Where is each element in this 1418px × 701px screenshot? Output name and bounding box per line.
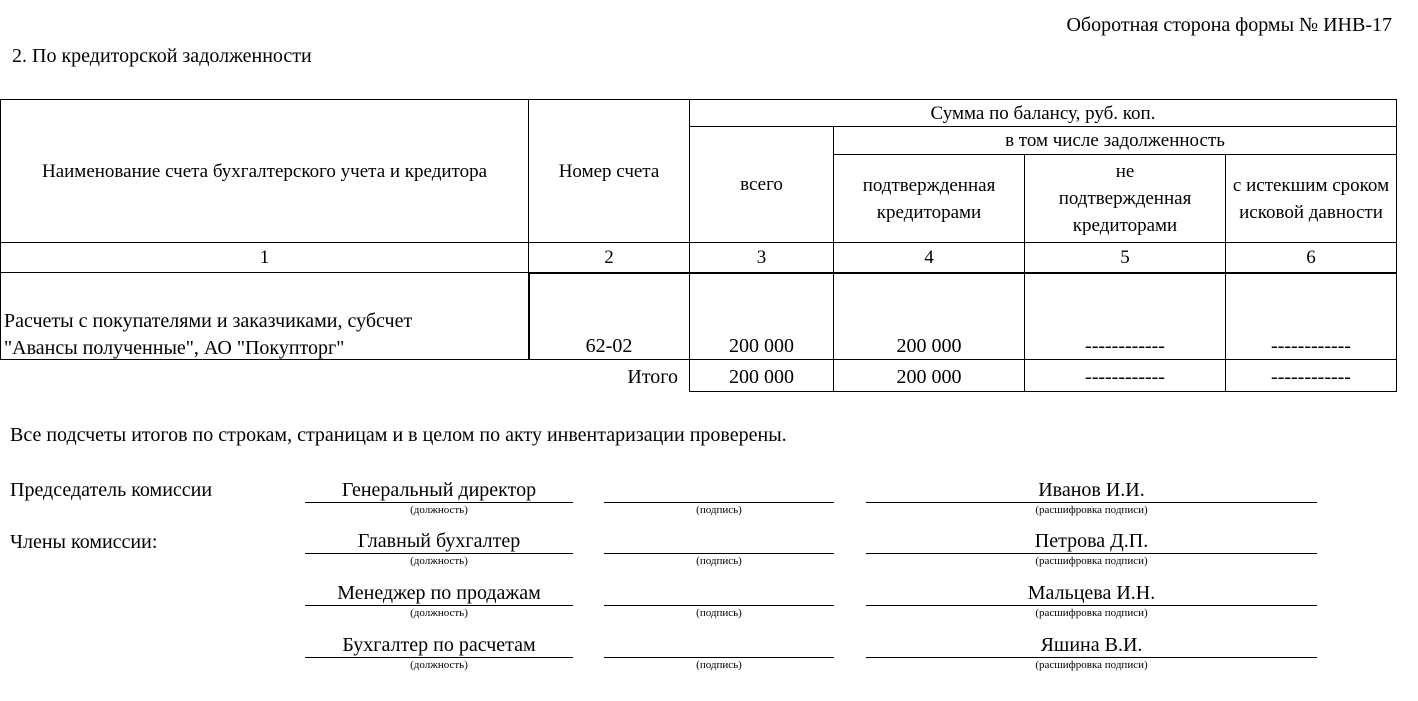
row-account-number: 62-02: [585, 335, 633, 357]
caption-name: (расшифровка подписи): [1035, 555, 1148, 567]
col-number: 2: [604, 247, 614, 268]
col-number: 6: [1306, 247, 1316, 268]
members-label: Члены комиссии:: [10, 531, 158, 553]
col-number: 5: [1120, 247, 1130, 268]
caption-position: (должность): [410, 555, 468, 567]
col-number: 3: [756, 247, 767, 268]
signature-name: Петрова Д.П.: [1034, 530, 1149, 552]
row-account-name-line1: Расчеты с покупателями и заказчиками, субсчет: [4, 310, 413, 332]
signature-field: [604, 657, 834, 658]
caption-name: (расшифровка подписи): [1035, 607, 1148, 619]
signature-position: Главный бухгалтер: [357, 530, 521, 552]
signature-position: Менеджер по продажам: [337, 582, 541, 604]
row-unconfirmed: ------------: [1085, 335, 1165, 357]
chairman-label: Председатель комиссии: [10, 479, 213, 501]
total-label: Итого: [627, 366, 678, 388]
header-confirmed: подтвержденная кредиторами: [862, 174, 996, 223]
caption-position: (должность): [410, 659, 468, 671]
header-account-name: Наименование счета бухгалтерского учета и кредитора: [41, 160, 488, 182]
caption-signature: (подпись): [696, 659, 742, 671]
signature-name: Мальцева И.Н.: [1027, 582, 1156, 604]
row-confirmed: 200 000: [896, 335, 962, 357]
caption-name: (расшифровка подписи): [1035, 504, 1148, 516]
caption-signature: (подпись): [696, 504, 742, 516]
header-total: всего: [740, 174, 783, 195]
total-expired: ------------: [1271, 366, 1351, 388]
total-unconfirmed: ------------: [1085, 366, 1165, 388]
signature-name: Яшина В.И.: [1040, 634, 1143, 656]
signature-name: Иванов И.И.: [1038, 479, 1145, 501]
section-title: 2. По кредиторской задолженности: [12, 45, 312, 67]
caption-name: (расшифровка подписи): [1035, 659, 1148, 671]
caption-position: (должность): [410, 607, 468, 619]
header-balance-sum: Сумма по балансу, руб. коп.: [930, 102, 1156, 124]
row-account-name-line2: "Авансы полученные", АО "Покупторг": [4, 337, 345, 359]
col-number: 1: [259, 247, 270, 268]
signature-field: [604, 502, 834, 503]
total-sum: 200 000: [729, 366, 794, 388]
signature-field: [604, 553, 834, 554]
header-debt-group: в том числе задолженность: [1005, 130, 1225, 151]
caption-signature: (подпись): [696, 555, 742, 567]
header-account-number: Номер счета: [558, 160, 660, 182]
col-number: 4: [924, 247, 934, 268]
header-unconfirmed: не подтвержденная кредиторами: [1058, 161, 1192, 236]
row-total: 200 000: [729, 335, 794, 357]
signature-field: [604, 605, 834, 606]
caption-position: (должность): [410, 504, 468, 516]
signature-position: Бухгалтер по расчетам: [342, 634, 536, 656]
total-confirmed: 200 000: [896, 366, 962, 388]
signature-position: Генеральный директор: [341, 479, 537, 501]
header-expired: с истекшим сроком исковой давности: [1232, 174, 1390, 223]
verification-note: Все подсчеты итогов по строкам, страницам и в целом по акту инвентаризации проверены.: [10, 424, 787, 446]
form-title: Оборотная сторона формы № ИНВ-17: [1066, 14, 1392, 36]
row-expired: ------------: [1271, 335, 1351, 357]
caption-signature: (подпись): [696, 607, 742, 619]
row-account-name: [4, 308, 412, 362]
